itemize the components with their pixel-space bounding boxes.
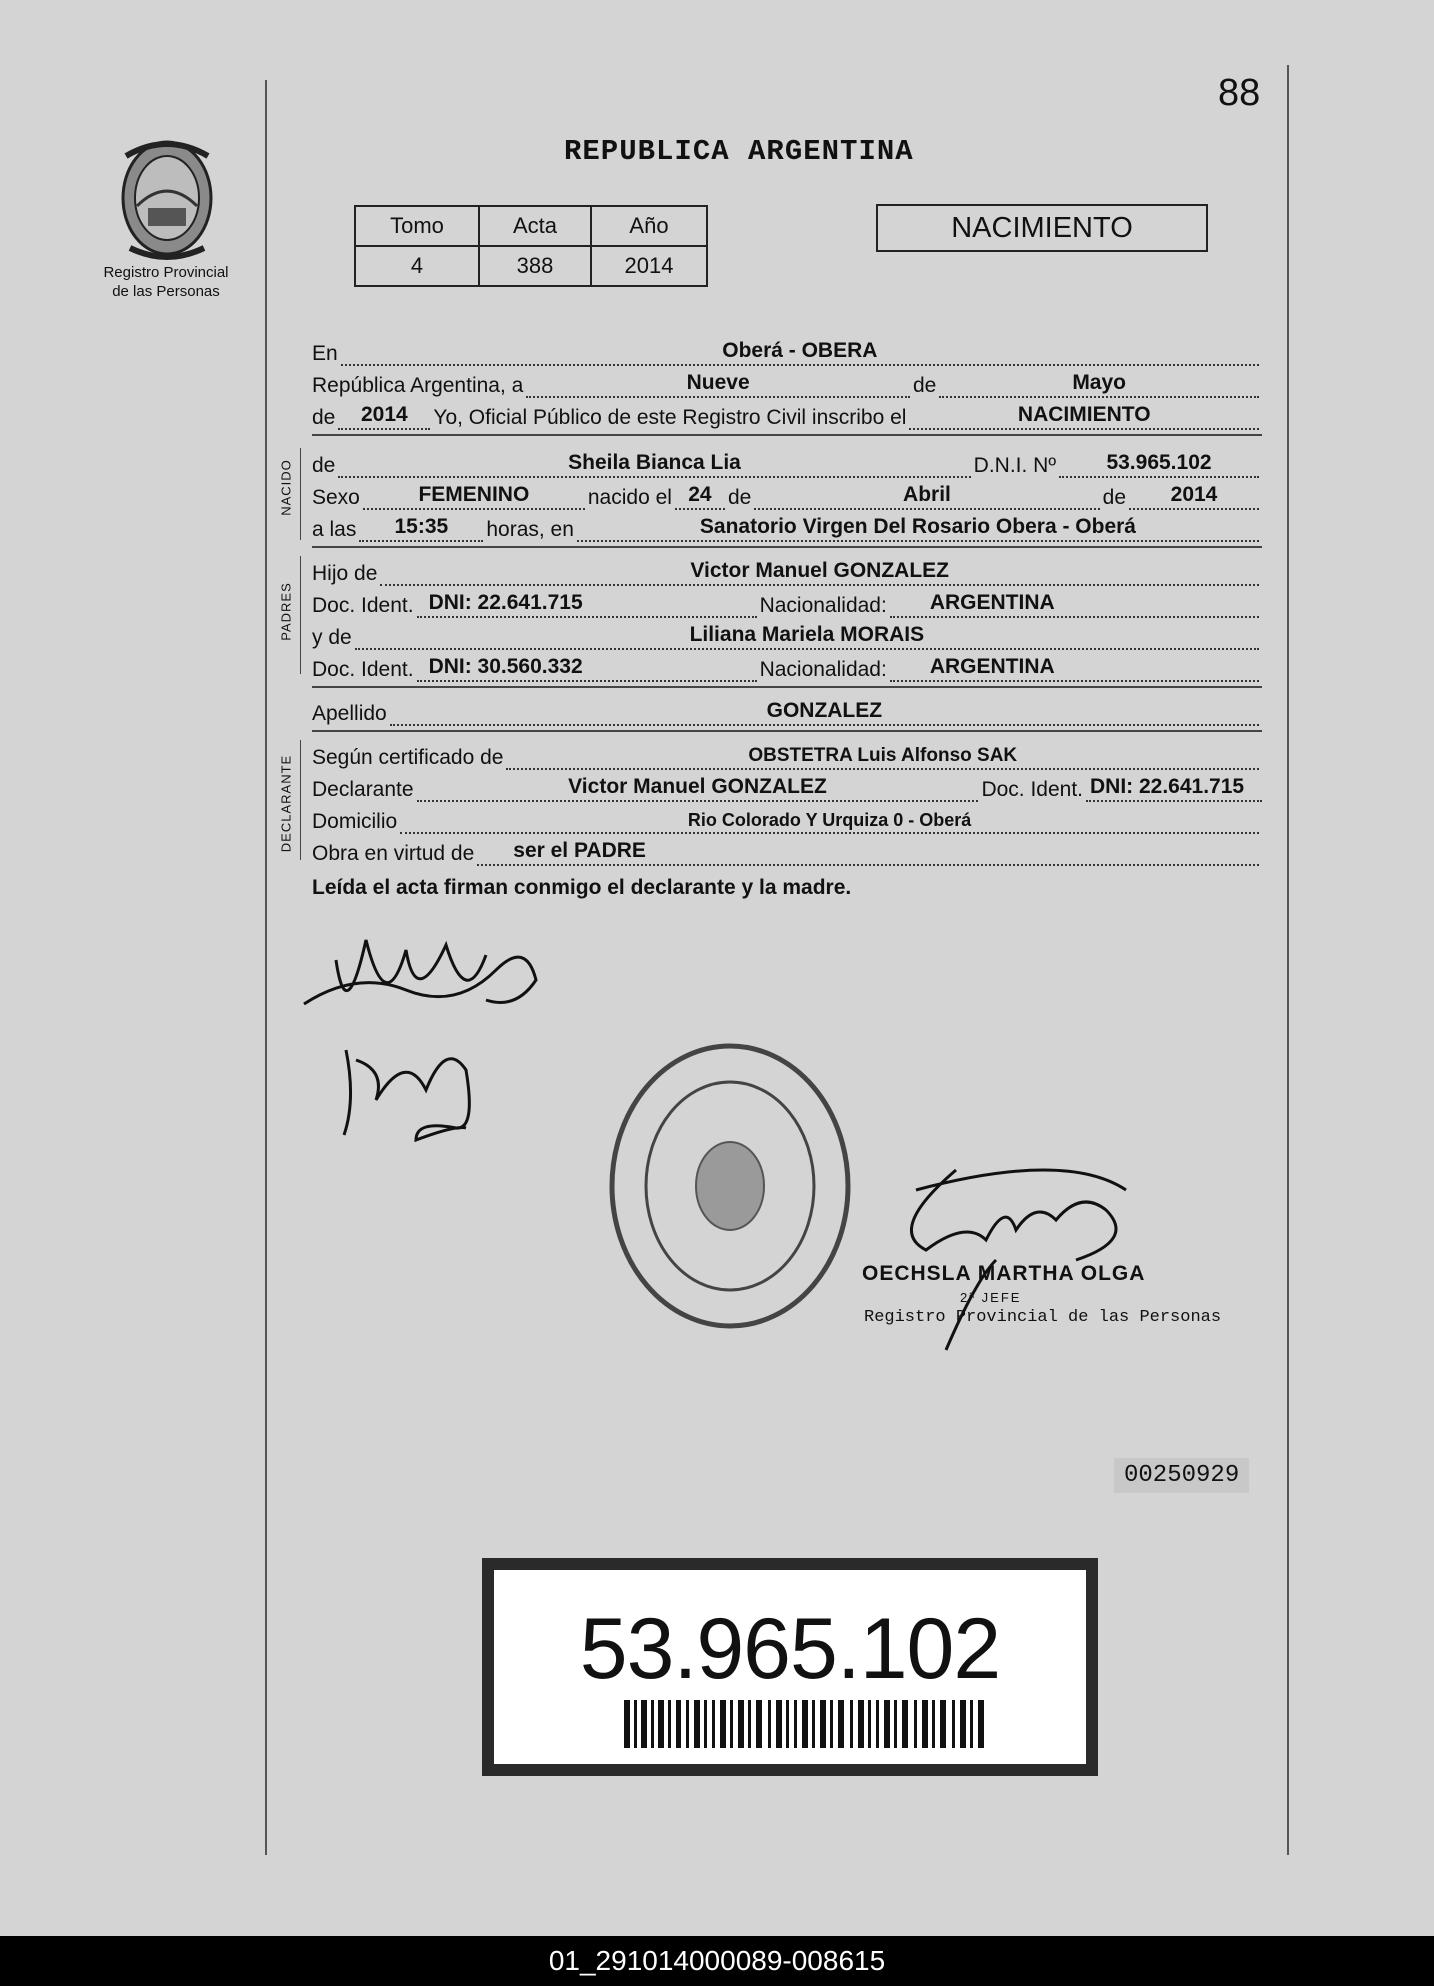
line-hijo [312,556,1262,586]
official-name: OECHSLA MARTHA OLGA [862,1262,1146,1285]
nacionalidad-label: Nacionalidad: [759,594,887,617]
en-label: En [312,342,338,365]
birth-time: 15:35 [394,515,449,538]
line-y-de [312,620,1262,650]
padres-rule [300,556,301,674]
tomo-value: 4 [355,246,479,286]
scan-footer: 01_291014000089-008615 [0,1936,1434,1986]
month-value: Mayo [1072,371,1126,394]
hijo-label: Hijo de [312,562,378,585]
line-certificado [312,740,1262,770]
doc-label: Doc. Ident. [981,778,1083,801]
child-dni: 53.965.102 [1106,451,1212,474]
de-label: de [312,454,336,477]
line-mother-doc [312,652,1262,682]
declarante-doc: DNI: 22.641.715 [1090,775,1245,798]
domicilio-value: Rio Colorado Y Urquiza 0 - Oberá [687,810,972,830]
mother-name: Liliana Mariela MORAIS [689,623,925,646]
acta-value: 388 [479,246,591,286]
line-sexo [312,480,1262,510]
child-name: Sheila Bianca Lia [568,451,741,474]
line-en [312,336,1262,366]
tomo-header: Tomo [355,206,479,246]
doc-label: Doc. Ident. [312,658,414,681]
section-divider [312,730,1262,732]
line-father-doc [312,588,1262,618]
birth-month: Abril [903,483,951,506]
document-title: REPUBLICA ARGENTINA [564,135,914,168]
certificado-value: OBSTETRA Luis Alfonso SAK [748,745,1018,766]
line-domicilio [312,804,1262,834]
registry-caption [82,263,250,301]
declarante-rule [300,740,301,860]
year-value: 2014 [361,403,408,426]
official-seal [606,1036,866,1346]
day-value: Nueve [686,371,750,394]
place-value: Oberá - OBERA [722,339,878,362]
registry-line2: de las Personas [112,283,220,300]
obra-value: ser el PADRE [513,839,646,862]
line-republica [312,368,1262,398]
closing-statement: Leída el acta firman conmigo el declarante y la madre. [312,876,852,899]
birth-year: 2014 [1170,483,1218,506]
year-prefix: de [312,406,336,429]
declarante-value: Victor Manuel GONZALEZ [568,775,827,798]
section-divider [312,434,1262,436]
sexo-label: Sexo [312,486,360,509]
line-apellido [312,696,1262,726]
official-office: Registro Provincial de las Personas [864,1308,1222,1327]
page-number: 88 [1218,72,1261,114]
acta-header: Acta [479,206,591,246]
obra-label: Obra en virtud de [312,842,475,865]
section-divider [312,546,1262,548]
official-role: 2ª JEFE [960,1290,1022,1305]
y-de-label: y de [312,626,352,649]
domicilio-label: Domicilio [312,810,398,833]
line-hora [312,512,1262,542]
declarante-field-label: Declarante [312,778,414,801]
doc-label: Doc. Ident. [312,594,414,617]
record-type-box: NACIMIENTO [876,204,1208,252]
declarante-label: DECLARANTE [278,754,294,853]
apellido-value: GONZALEZ [766,699,883,722]
official-text: Yo, Oficial Público de este Registro Civil inscribo el [433,406,907,429]
mother-doc: DNI: 30.560.332 [428,655,583,678]
a-las-label: a las [312,518,357,541]
de1-label: de [727,486,752,509]
right-margin-line [1287,65,1289,1855]
barcode-icon [624,1700,984,1748]
father-name: Victor Manuel GONZALEZ [690,559,950,582]
event-value: NACIMIENTO [1017,403,1151,426]
book-table [354,205,708,287]
barcode-number: 53.965.102 [579,1601,1001,1697]
horas-label: horas, en [486,518,574,541]
birth-place: Sanatorio Virgen Del Rosario Obera - Oberá [699,515,1136,538]
nacionalidad-label: Nacionalidad: [759,658,887,681]
anio-header: Año [591,206,707,246]
line-obra [312,836,1262,866]
anio-value: 2014 [591,246,707,286]
de-label: de [912,374,937,397]
sexo-value: FEMENINO [418,483,530,506]
declarant-signature [296,900,556,1160]
mother-nationality: ARGENTINA [929,655,1055,678]
barcode-label [482,1558,1098,1776]
dni-label: D.N.I. Nº [973,454,1056,477]
left-margin-line [265,80,267,1855]
nacido-el-label: nacido el [587,486,672,509]
serial-number: 00250929 [1114,1458,1249,1493]
father-doc: DNI: 22.641.715 [428,591,583,614]
line-year [312,400,1262,430]
certificado-label: Según certificado de [312,746,504,769]
section-divider [312,686,1262,688]
line-nacido-name [312,448,1262,478]
father-nationality: ARGENTINA [929,591,1055,614]
registry-line1: Registro Provincial [103,264,229,281]
nacido-rule [300,448,301,540]
birth-day: 24 [688,483,712,506]
republica-label: República Argentina, a [312,374,524,397]
nacido-label: NACIDO [278,459,294,516]
misiones-emblem-icon [112,136,222,266]
line-declarante [312,772,1262,802]
de2-label: de [1102,486,1126,509]
official-signature [866,1160,1136,1360]
padres-label: PADRES [278,582,294,641]
apellido-label: Apellido [312,702,387,725]
